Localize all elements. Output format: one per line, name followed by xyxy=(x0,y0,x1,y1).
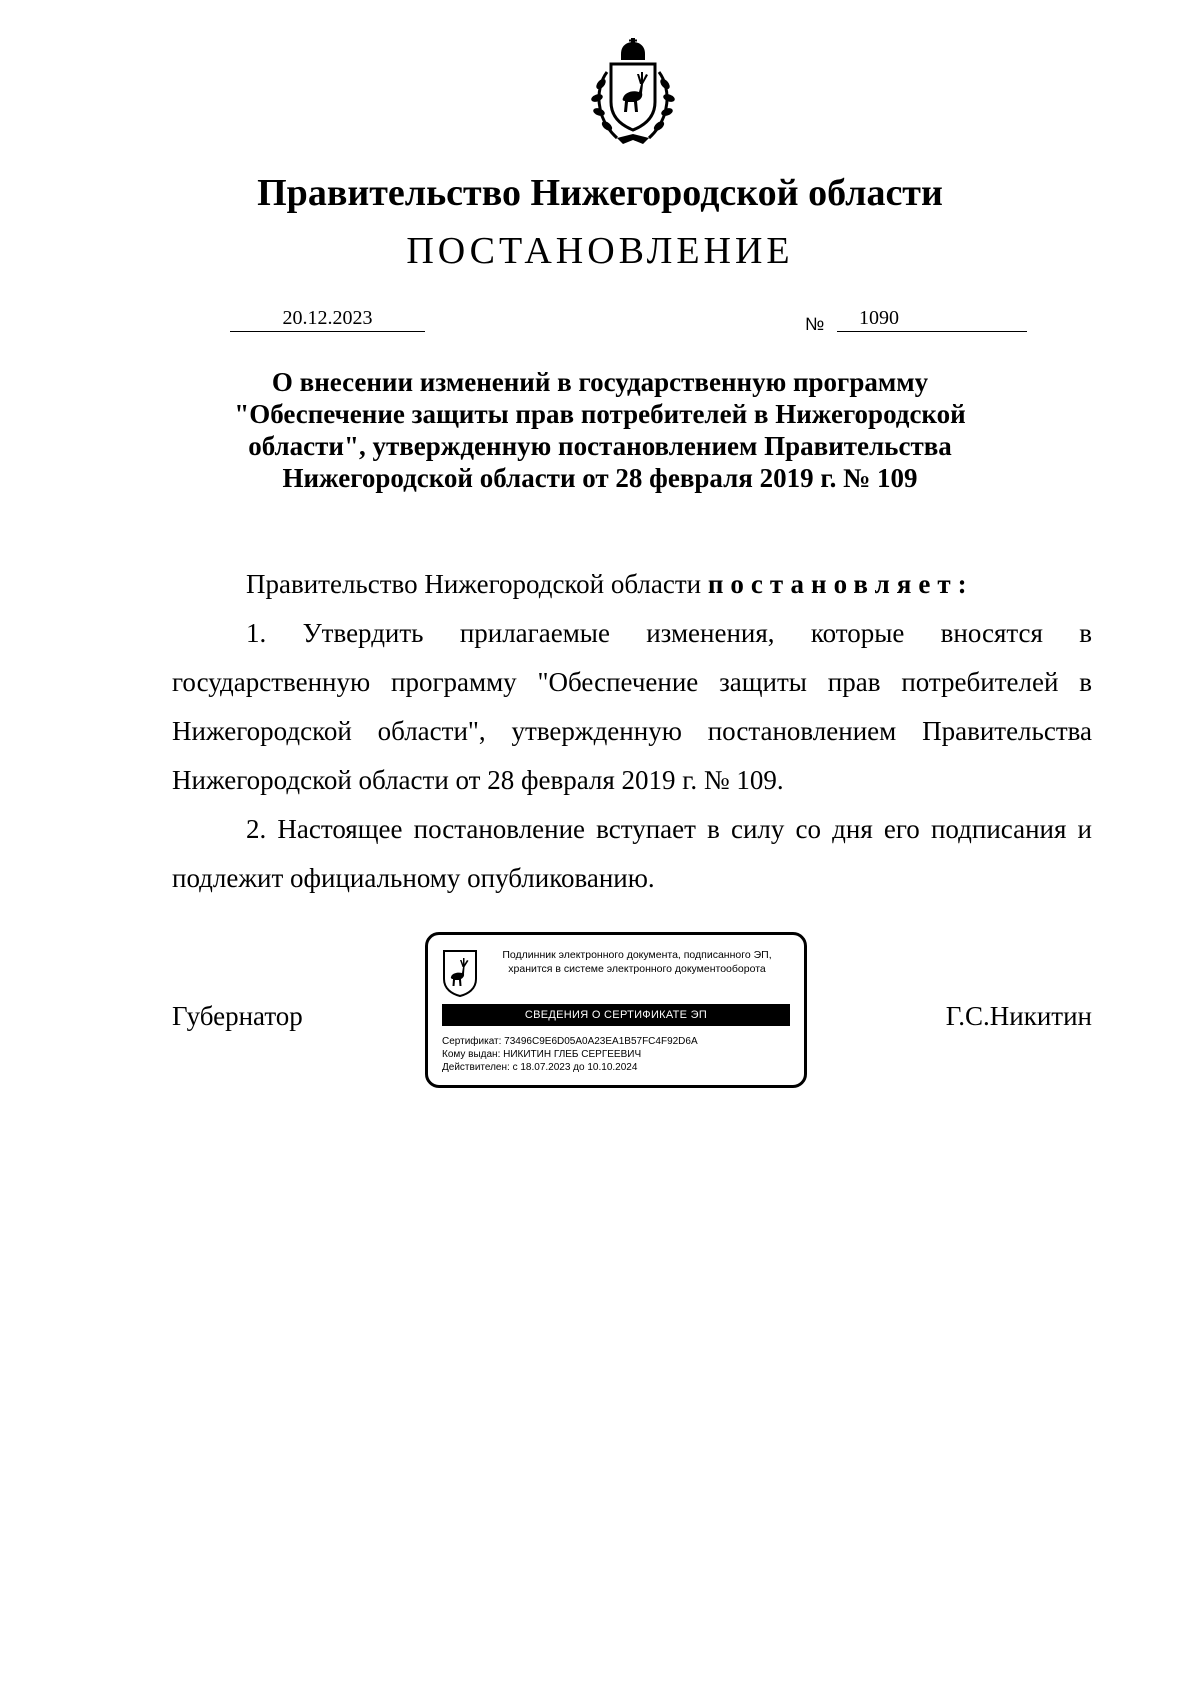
document-subject xyxy=(150,366,1050,494)
preamble-text: Правительство Нижегородской области xyxy=(246,569,708,599)
shield-deer-icon xyxy=(442,949,478,997)
document-type: ПОСТАНОВЛЕНИЕ xyxy=(406,230,794,272)
signer-name: Г.С.Никитин xyxy=(945,1001,1092,1031)
number-label: № xyxy=(805,314,825,334)
stamp-certificate: Сертификат: 73496C9E6D05A0A23EA1B57FC4F92D6A xyxy=(442,1036,698,1047)
preamble xyxy=(172,560,1092,609)
stamp-validity: Действителен: с 18.07.2023 до 10.10.2024 xyxy=(442,1062,638,1073)
subject-line: Нижегородской области от 28 февраля 2019 г. № 109 xyxy=(282,463,918,493)
stamp-issued-to: Кому выдан: НИКИТИН ГЛЕБ СЕРГЕЕВИЧ xyxy=(442,1049,642,1060)
electronic-signature-stamp xyxy=(425,932,807,1088)
signer-title: Губернатор xyxy=(172,1001,303,1031)
organization-title: Правительство Нижегородской области xyxy=(257,172,943,214)
stamp-details xyxy=(442,1035,794,1074)
paragraph-2: 2. Настоящее постановление вступает в силу со дня его подписания и подлежит официальному опубликованию. xyxy=(172,814,1092,893)
document-number: 1090 xyxy=(837,306,1027,332)
stamp-header-line: Подлинник электронного документа, подписанного ЭП, xyxy=(502,949,772,961)
stamp-header xyxy=(480,948,794,976)
document-date: 20.12.2023 xyxy=(230,306,425,332)
stamp-header-line: хранится в системе электронного документооборота xyxy=(508,963,766,975)
preamble-emphasis: постановляет: xyxy=(707,569,974,599)
subject-line: области", утвержденную постановлением Правительства xyxy=(248,431,952,461)
paragraph-1: 1. Утвердить прилагаемые изменения, которые вносятся в государственную программу "Обеспечение защиты прав потребителей в Нижегородской области", утвержденную постановлением Правительства Нижегородской области от 28 февраля 2019 г. № 109. xyxy=(172,618,1092,795)
coat-of-arms-icon xyxy=(577,38,689,150)
stamp-certificate-bar: СВЕДЕНИЯ О СЕРТИФИКАТЕ ЭП xyxy=(442,1004,790,1026)
subject-line: О внесении изменений в государственную программу xyxy=(271,367,929,397)
subject-line: "Обеспечение защиты прав потребителей в Нижегородской xyxy=(234,399,966,429)
